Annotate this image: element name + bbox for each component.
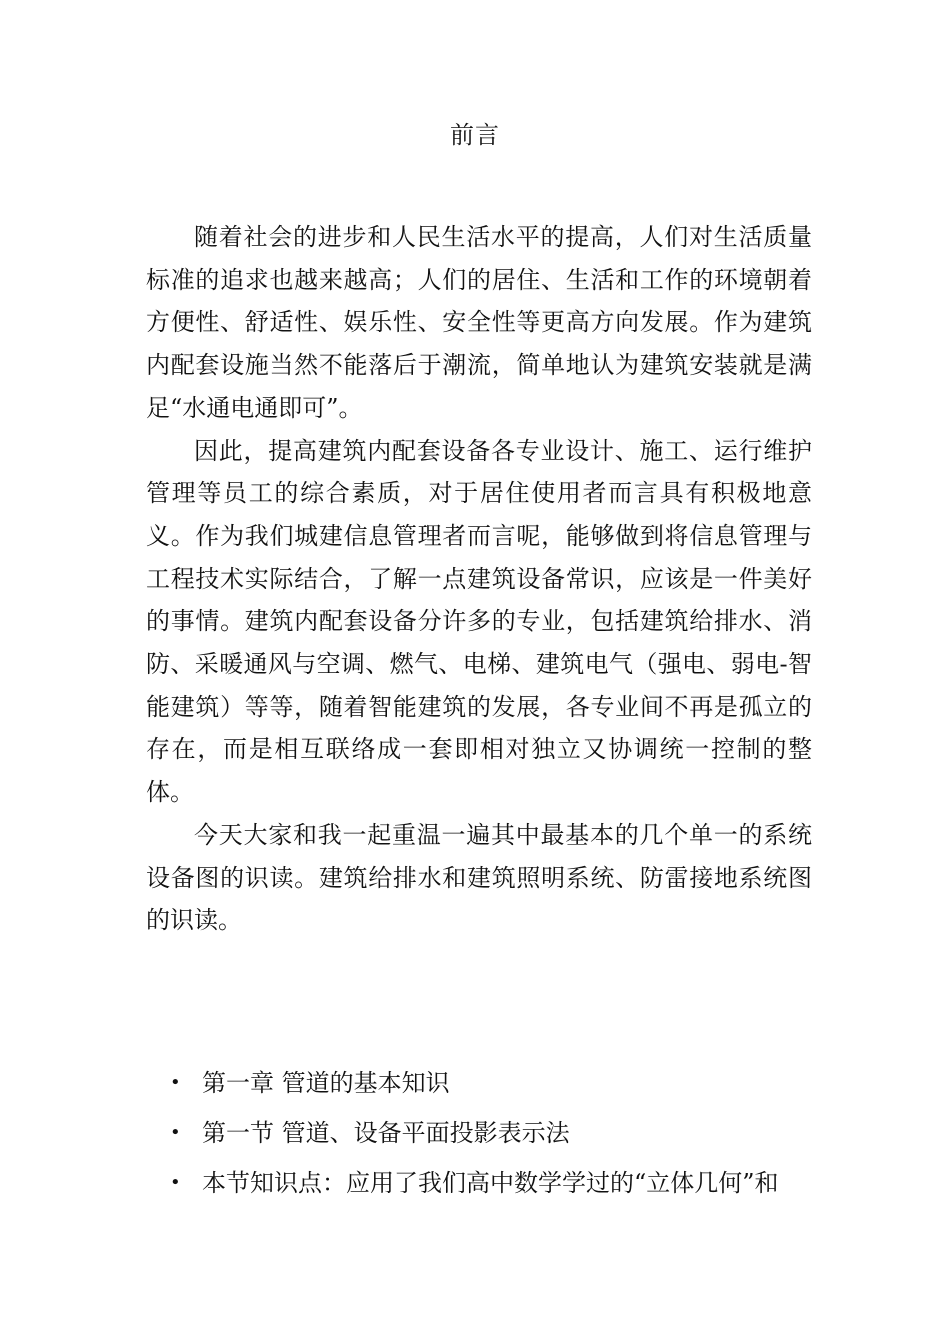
bullet-icon: • <box>170 1172 181 1193</box>
list-item-text: 第一节 管道、设备平面投影表示法 <box>202 1119 570 1147</box>
paragraph-2: 因此，提高建筑内配套设备各专业设计、施工、运行维护管理等员工的综合素质，对于居住使用者而言具有积极地意义。作为我们城建信息管理者而言呢，能够做到将信息管理与工程技术实际结合，了解一点建筑设备常识，应该是一件美好的事情。建筑内配套设备分许多的专业，包括建筑给排水、消防、采暖通风与空调、燃气、电梯、建筑电气（强电、弱电-智能建筑）等等，随着智能建筑的发展，各专业间不再是孤立的存在，而是相互联络成一套即相对独立又协调统一控制的整体。 <box>146 436 812 807</box>
bullet-list <box>168 1062 828 1212</box>
list-item <box>168 1162 828 1204</box>
list-item <box>168 1062 828 1104</box>
body-text <box>146 216 812 942</box>
page-title: 前言 <box>450 121 500 149</box>
paragraph-1: 随着社会的进步和人民生活水平的提高，人们对生活质量标准的追求也越来越高；人们的居住、生活和工作的环境朝着方便性、舒适性、娱乐性、安全性等更高方向发展。作为建筑内配套设施当然不能落后于潮流，简单地认为建筑安装就是满足“水通电通即可”。 <box>146 223 812 422</box>
paragraph-3: 今天大家和我一起重温一遍其中最基本的几个单一的系统设备图的识读。建筑给排水和建筑照明系统、防雷接地系统图的识读。 <box>146 820 812 935</box>
list-item <box>168 1112 828 1154</box>
bullet-icon: • <box>170 1122 181 1143</box>
list-item-text: 第一章 管道的基本知识 <box>202 1069 450 1097</box>
list-item-text: 本节知识点：应用了我们高中数学学过的“立体几何”和 <box>202 1169 779 1197</box>
bullet-icon: • <box>170 1072 181 1093</box>
